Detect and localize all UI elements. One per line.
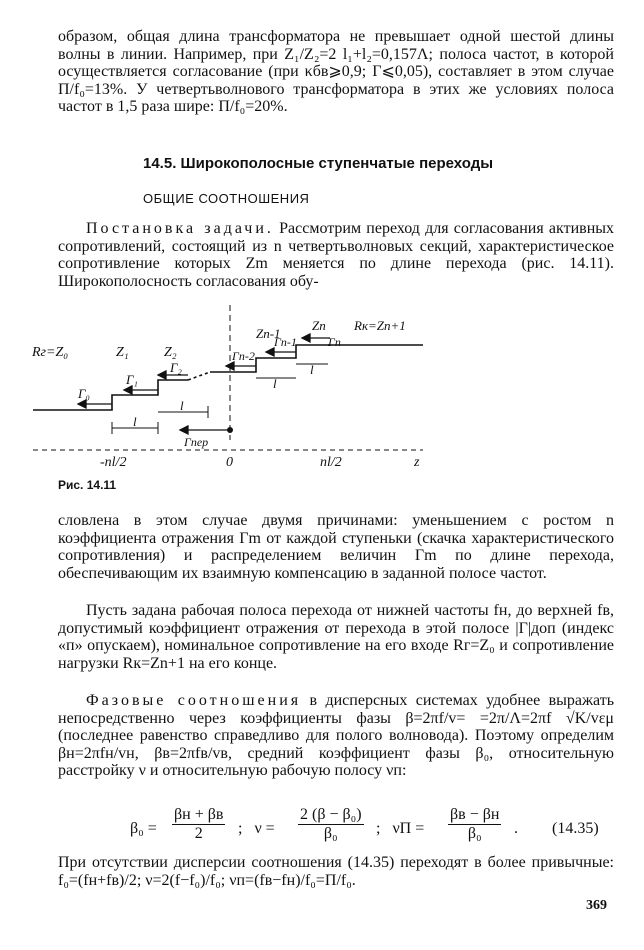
formula-den-2: β₀	[323, 825, 338, 842]
paragraph-4-lead: Фазовые соотношения	[86, 692, 302, 709]
label-zn: Zn	[312, 318, 326, 333]
figure-14-11	[28, 300, 428, 476]
paragraph-5	[58, 854, 614, 889]
formula-14-35	[130, 806, 620, 854]
formula-lhs: β₀ =	[130, 820, 157, 837]
label-gn1: Гn-1	[274, 335, 297, 349]
formula-sep-1: ; ν =	[238, 820, 275, 837]
label-zn1: Zn-1	[256, 326, 281, 341]
paragraph-3-text: Пусть задана рабочая полоса перехода от нижней частоты fн, до верхней fв, допустимый коэффициент отражения от перехода в этой полосе |Г|доп (индекс «п» опускаем), номинальное сопротивление на его входе Rг=Z₀ и сопротивление нагрузки Rк=Zn+1 на его конце.	[58, 602, 614, 672]
label-g2: Г₂	[170, 360, 182, 375]
axis-label-zero: 0	[226, 455, 233, 470]
label-l-1: l	[133, 414, 137, 429]
label-z1: Z₁	[116, 345, 129, 360]
section-heading: 14.5. Широкополосные ступенчатые переходы	[143, 155, 494, 172]
label-gper: Гпер	[184, 435, 209, 449]
formula-frac-1	[172, 806, 225, 843]
label-gn: Гn	[328, 335, 341, 349]
paragraph-4	[58, 692, 614, 780]
label-g0: Г₀	[78, 386, 90, 401]
paragraph-3	[58, 602, 614, 672]
paragraph-2	[58, 512, 614, 582]
reference-point	[227, 427, 233, 433]
paragraph-4-text: в дисперсных системах удобнее выражать непосредственно через коэффициенты фазы β=2πf/v= =2π/Λ=2πf √K/vεμ (последнее равенство справедливо для полого волновода). Поэтому определим βн=2πfн/vн, βв=2πfв/vв, средний коэффициент фазы β₀, относительную расстройку ν и относительную рабочую полосу νп:	[58, 692, 615, 780]
formula-end: .	[514, 820, 518, 837]
axis-label-left: -nl/2	[100, 455, 127, 470]
figure-caption: Рис. 14.11	[58, 478, 117, 492]
problem-lead: Постановка задачи.	[86, 220, 274, 237]
formula-sep-2: ; νП =	[376, 820, 425, 837]
top-paragraph-text: образом, общая длина трансформатора не превышает одной шестой длины волны в линии. Например, при Z₁/Z₂=2 l₁+l₂=0,157Λ; полоса частот, в которой осуществляется согласование (при κбв⩾0,9; Г⩽0,05), составляет в этом случае П/f₀=13%. У четвертьволнового трансформатора в этих же условиях полоса частот в 1,5 раза шире: П/f₀=20%.	[58, 28, 614, 116]
problem-paragraph	[58, 220, 614, 290]
formula-den-1: 2	[194, 825, 203, 842]
label-g1: Г₁	[126, 372, 138, 387]
formula-den-3: β₀	[467, 825, 482, 842]
axis-label-z: z	[414, 455, 420, 470]
label-l-4: l	[310, 362, 314, 377]
formula-num-1: βн + βв	[174, 806, 224, 823]
label-rk: Rк=Zn+1	[354, 318, 406, 333]
impedance-staircase	[33, 345, 423, 410]
label-l-2: l	[180, 398, 184, 413]
paragraph-2-text: словлена в этом случае двумя причинами: уменьшением с ростом n коэффициента отражения Гm от каждой ступеньки (скачка характеристического сопротивления) и распределением величин Гm по длине перехода, обеспечивающим их взаимную компенсацию в заданной полосе частот.	[58, 512, 614, 582]
length-markers	[112, 364, 328, 434]
label-l-3: l	[273, 376, 277, 391]
formula-num-3: βв − βн	[450, 806, 500, 823]
label-rg: Rг=Z₀	[32, 345, 69, 360]
axis-label-right: nl/2	[320, 455, 342, 470]
formula-frac-3	[448, 806, 501, 843]
paragraph-5-text: При отсутствии дисперсии соотношения (14.35) переходят в более привычные: f₀=(fн+fв)/2; ν=2(f−f₀)/f₀; νп=(fв−fн)/f₀=П/f₀.	[58, 854, 614, 889]
subsection-heading: ОБЩИЕ СООТНОШЕНИЯ	[143, 191, 310, 206]
formula-number: (14.35)	[552, 820, 599, 837]
top-paragraph	[58, 28, 614, 116]
label-z2: Z₂	[164, 345, 177, 360]
page-number: 369	[586, 898, 607, 913]
problem-text: Рассмотрим переход для согласования активных сопротивлений, состоящий из n четвертьволновых секций, характеристическое сопротивление которых Zm меняется по длине перехода (рис. 14.11). Широкополосность согласования обу-	[58, 220, 615, 290]
formula-frac-2	[298, 806, 364, 843]
formula-num-2: 2 (β − β₀)	[300, 806, 362, 823]
label-gn2: Гn-2	[232, 349, 255, 363]
